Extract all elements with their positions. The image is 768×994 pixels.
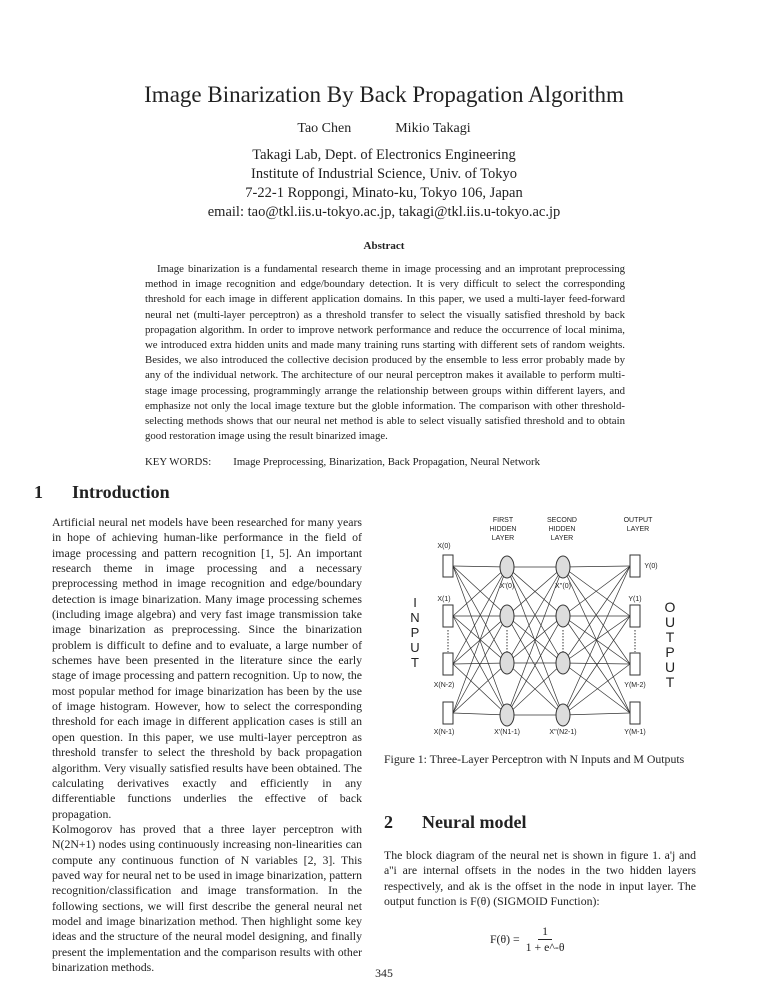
input-label: X(1) bbox=[437, 596, 451, 603]
input-label: X(N-2) bbox=[433, 682, 455, 689]
section-number: 2 bbox=[384, 812, 393, 832]
connection-line bbox=[563, 663, 630, 713]
layer-label: SECOND bbox=[547, 517, 577, 524]
author: Tao Chen bbox=[297, 121, 352, 136]
layer-label: FIRST bbox=[492, 517, 514, 524]
input-word-letter: P bbox=[410, 625, 420, 640]
section-1-heading bbox=[34, 482, 170, 503]
connection-line bbox=[563, 566, 630, 567]
hidden2-label: X''(0) bbox=[555, 583, 571, 590]
page-number: 345 bbox=[375, 966, 393, 980]
neural-model-text: The block diagram of the neural net is shown in figure 1. a'j and a''i are internal offsets in the nodes in the two hidden layers respectively, and ak is the offset in the node in input layer. The output function is F(θ) (SIGMOID Function): bbox=[384, 848, 696, 908]
keywords-label: KEY WORDS: bbox=[145, 456, 212, 468]
hidden1-label: X'(N1-1) bbox=[494, 729, 520, 736]
input-node bbox=[443, 555, 453, 577]
output-label: Y(M-1) bbox=[624, 729, 646, 736]
paragraph: Kolmogorov has proved that a three layer perceptron with N(2N+1) nodes using continuously increasing non-linearities can compute any continuous function of N variables [2, 3]. This paved way for neural net to be used in image binarization, pattern recognition/classification and image transformation. In the following sections, we will first describe the general neural net model and image binarization method. Then highlight some key ideas and the structure of the neural model designing, and finally present the implementation and the comparison results with other binarization methods. bbox=[52, 821, 362, 974]
layer-label: LAYER bbox=[550, 535, 574, 542]
output-word-letter: U bbox=[664, 614, 676, 630]
input-node bbox=[443, 702, 453, 724]
paper-title: Image Binarization By Back Propagation Algorithm bbox=[144, 82, 624, 107]
connection-line bbox=[563, 566, 630, 663]
formula-denominator: 1 + e^-θ bbox=[525, 940, 565, 954]
input-word-letter: I bbox=[413, 595, 417, 610]
output-word-letter: T bbox=[665, 674, 675, 690]
output-node bbox=[630, 605, 640, 627]
output-word-letter: P bbox=[665, 644, 675, 660]
hidden-node bbox=[500, 556, 514, 578]
input-label: X(0) bbox=[437, 543, 451, 550]
output-label: Y(1) bbox=[628, 596, 642, 603]
layer-label: HIDDEN bbox=[548, 526, 576, 533]
hidden-node bbox=[500, 605, 514, 627]
input-word-letter: U bbox=[410, 640, 420, 655]
author: Mikio Takagi bbox=[395, 121, 471, 136]
affiliation-line: Institute of Industrial Science, Univ. of Tokyo bbox=[251, 166, 517, 182]
affiliation bbox=[0, 146, 768, 222]
sigmoid-formula bbox=[490, 924, 564, 955]
connection-line bbox=[453, 663, 507, 713]
input-node bbox=[443, 605, 453, 627]
output-node bbox=[630, 653, 640, 675]
output-node bbox=[630, 702, 640, 724]
introduction-text bbox=[52, 515, 362, 975]
output-word-letter: U bbox=[664, 659, 676, 675]
section-2-heading bbox=[384, 812, 526, 833]
output-label: Y(0) bbox=[644, 563, 658, 570]
hidden-node bbox=[556, 704, 570, 726]
formula-lhs: F(θ) = bbox=[490, 932, 520, 946]
layer-label: HIDDEN bbox=[489, 526, 517, 533]
authors bbox=[0, 121, 768, 137]
layer-label: OUTPUT bbox=[623, 517, 653, 524]
connection-line bbox=[453, 713, 507, 715]
connection-line bbox=[563, 664, 630, 715]
hidden-node bbox=[556, 652, 570, 674]
affiliation-line: Takagi Lab, Dept. of Electronics Engineering bbox=[252, 147, 516, 163]
layer-label: LAYER bbox=[626, 526, 650, 533]
connection-line bbox=[453, 566, 507, 567]
keywords-list: Image Preprocessing, Binarization, Back Propagation, Neural Network bbox=[233, 456, 541, 468]
section-number: 1 bbox=[34, 482, 43, 502]
output-word-letter: O bbox=[664, 599, 676, 615]
hidden-node bbox=[500, 704, 514, 726]
output-node bbox=[630, 555, 640, 577]
affiliation-line: 7-22-1 Roppongi, Minato-ku, Tokyo 106, Japan bbox=[245, 185, 523, 201]
input-node bbox=[443, 653, 453, 675]
formula-fraction bbox=[526, 924, 565, 955]
connection-line bbox=[563, 713, 630, 715]
hidden-node bbox=[500, 652, 514, 674]
connection-line bbox=[563, 567, 630, 664]
hidden-node bbox=[556, 556, 570, 578]
output-word-letter: T bbox=[665, 629, 675, 645]
figure-1-perceptron-diagram bbox=[380, 515, 700, 745]
hidden1-label: X'(0) bbox=[499, 583, 515, 590]
input-label: X(N-1) bbox=[433, 729, 455, 736]
formula-numerator: 1 bbox=[538, 924, 552, 940]
section-title: Neural model bbox=[422, 812, 527, 832]
output-label: Y(M-2) bbox=[624, 682, 646, 689]
connection-line bbox=[453, 566, 507, 663]
abstract-body: Image binarization is a fundamental research theme in image processing and an improtant preprocessing method in image recognition and edge/boundary detection. It is very difficult to select the corresponding threshold for each image in different application domains. In this paper, we used a multi-layer feed-forward neural net (multi-layer perceptron) as a threshold transfer to select the visually satisfied threshold by back propagation algorithm. In order to improve network performance and reduce the occurrence of local minima, we introduced extra hidden units and made many training runs starting with different sets of random weights. Besides, we also introduced the collective decision produced by the ensemble to less error probably made by any of the individual network. The architecture of our neural perceptron makes it available to perform multi-stage image processing, programmingly arrange the relationship between groups within different layers, and emphasize not only the local image texture but the globle information. The comparison with other threshold-selecting methods shows that our neural net method is able to select visually satisfied threshold and to obtain good restoration image using the result binarized image. bbox=[145, 263, 625, 443]
section-title: Introduction bbox=[72, 482, 170, 502]
connection-line bbox=[453, 664, 507, 715]
layer-label: LAYER bbox=[491, 535, 515, 542]
figure-caption: Figure 1: Three-Layer Perceptron with N Inputs and M Outputs bbox=[384, 752, 685, 766]
hidden-node bbox=[556, 605, 570, 627]
connection-line bbox=[563, 663, 630, 664]
abstract-heading: Abstract bbox=[363, 240, 405, 252]
keywords bbox=[145, 456, 540, 468]
hidden2-label: X''(N2-1) bbox=[549, 729, 577, 736]
paragraph: Artificial neural net models have been researched for many years in hope of achieving human-like performance in the field of image processing and pattern recognition [1, 5]. An important research theme in image processing and a necessary preprocessing method in image recognition and edge/boundary detection is image binarization. Many image processing schemes (including image algebra) and very fast image transmission take image binarization as preprocessing. Since the binarization problem is difficult to define and to evaluate, a large number of schemes have been presented in the literature since the early stage of image processing and pattern recognition. Up to now, the most popular method for image binarization has been by the use of image histogram. However, how to select the corresponding threshold for each image in different application cases is still an open question. In this paper, we use multi-layer perceptron as threshold transfer to select the threshold by back propagation algorithm. Very visually satisfied results have been obtained. The calculating derivatives exactly and efficiently in any differentiable functions underlies the effective of back propagation. bbox=[52, 515, 362, 821]
connection-line bbox=[453, 567, 507, 664]
input-word-letter: N bbox=[410, 610, 420, 625]
email-line: email: tao@tkl.iis.u-tokyo.ac.jp, takagi@tkl.iis.u-tokyo.ac.jp bbox=[207, 204, 561, 220]
input-word-letter: T bbox=[411, 655, 419, 670]
